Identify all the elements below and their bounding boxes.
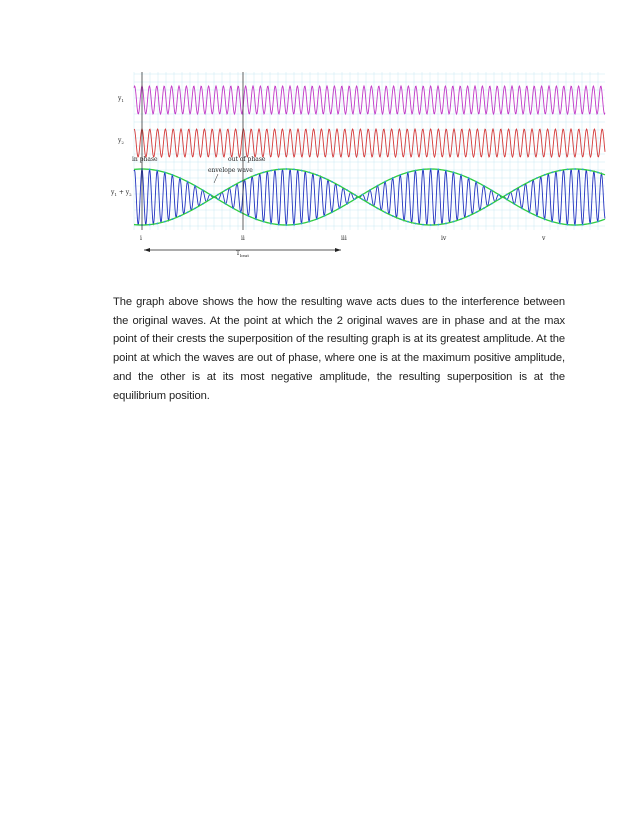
envelope-point [179, 177, 181, 179]
envelope-point [567, 168, 569, 170]
envelope-point [536, 215, 538, 217]
envelope-point [316, 174, 318, 176]
envelope-point [392, 215, 394, 217]
envelope-points [141, 168, 599, 226]
envelope-point [172, 218, 174, 220]
tick-label: iv [441, 235, 447, 242]
wave-y2-line [134, 129, 605, 157]
envelope-point [331, 181, 333, 183]
tick-label: i [140, 235, 142, 242]
tick-label: iii [341, 235, 347, 242]
envelope-point [293, 224, 295, 226]
envelope-point [438, 224, 440, 226]
envelope-point [384, 181, 386, 183]
envelope-point [438, 169, 440, 171]
envelope-point [286, 168, 288, 170]
y2-label: $y_2$ [118, 137, 124, 145]
envelope-point [293, 168, 295, 170]
envelope-point [156, 170, 158, 172]
envelope-point [217, 194, 219, 196]
envelope-point [308, 172, 310, 174]
envelope-point [263, 221, 265, 223]
beat-wave-figure [110, 70, 610, 268]
envelope-point [324, 177, 326, 179]
envelope-point [149, 168, 151, 170]
envelope-point [339, 207, 341, 209]
envelope-point [270, 170, 272, 172]
envelope-point [225, 203, 227, 205]
envelope-point [559, 223, 561, 225]
envelope-point [498, 194, 500, 196]
envelope-point [194, 185, 196, 187]
envelope-point [248, 177, 250, 179]
envelope-point [453, 221, 455, 223]
envelope-point [468, 215, 470, 217]
envelope-point [232, 185, 234, 187]
envelope-point [240, 211, 242, 213]
envelope-point [483, 207, 485, 209]
envelope-point [392, 177, 394, 179]
envelope-point [225, 189, 227, 191]
envelope-point [544, 174, 546, 176]
envelope-point [149, 224, 151, 226]
envelope-point [597, 172, 599, 174]
envelope-point [552, 221, 554, 223]
envelope-point [430, 168, 432, 170]
in-phase-annotation: in phase [132, 156, 158, 163]
envelope-point [567, 224, 569, 226]
envelope-point [301, 170, 303, 172]
envelope-point [255, 174, 257, 176]
envelope-point [210, 198, 212, 200]
envelope-point [164, 221, 166, 223]
wave-sum-line [134, 169, 605, 225]
envelope-point [232, 207, 234, 209]
sum-label: $y_1 + y_2$ [111, 189, 132, 197]
envelope-point [491, 189, 493, 191]
envelope-point [529, 181, 531, 183]
envelope-point [187, 211, 189, 213]
envelope-point [362, 194, 364, 196]
envelope-point [384, 212, 386, 214]
envelope-point [369, 203, 371, 205]
envelope-point [377, 185, 379, 187]
envelope-point [346, 189, 348, 191]
envelope-point [415, 223, 417, 225]
envelope-point [377, 207, 379, 209]
beat-period-label: $T_{beat}$ [236, 250, 249, 258]
arrow-head-left [144, 248, 150, 252]
envelope-bottom-line [134, 197, 605, 225]
tick-labels [140, 235, 546, 242]
envelope-point [278, 168, 280, 170]
envelope-point [415, 170, 417, 172]
out-of-phase-annotation: out of phase [228, 156, 266, 163]
envelope-point [521, 185, 523, 187]
tick-label: ii [241, 235, 245, 242]
envelope-point [316, 218, 318, 220]
envelope-point [156, 223, 158, 225]
envelope-point [445, 170, 447, 172]
envelope-point [582, 169, 584, 171]
envelope-point [476, 181, 478, 183]
envelope-point [369, 189, 371, 191]
envelope-point [498, 198, 500, 200]
envelope-point [255, 218, 257, 220]
envelope-point [445, 223, 447, 225]
envelope-point [278, 224, 280, 226]
envelope-point [529, 212, 531, 214]
envelope-point [263, 171, 265, 173]
envelope-point [574, 224, 576, 226]
envelope-point [210, 194, 212, 196]
envelope-point [521, 207, 523, 209]
envelope-point [597, 221, 599, 223]
envelope-point [339, 185, 341, 187]
envelope-point [286, 224, 288, 226]
envelope-point [422, 224, 424, 226]
envelope-point [400, 174, 402, 176]
envelope-point [430, 224, 432, 226]
envelope-point [460, 218, 462, 220]
envelope-point [514, 203, 516, 205]
envelope-point [248, 215, 250, 217]
envelope-point [331, 211, 333, 213]
envelope-point [270, 223, 272, 225]
envelope-point [491, 203, 493, 205]
envelope-point [217, 198, 219, 200]
envelope-point [194, 207, 196, 209]
envelope-point [506, 194, 508, 196]
envelope-point [506, 199, 508, 201]
envelope-point [354, 194, 356, 196]
envelope-point [202, 203, 204, 205]
envelope-point [240, 181, 242, 183]
envelope-point [590, 170, 592, 172]
envelope-point [574, 168, 576, 170]
y1-label: $y_1$ [118, 95, 124, 103]
envelope-point [301, 223, 303, 225]
envelope-annotation: envelope wave [208, 167, 253, 174]
envelope-point [308, 221, 310, 223]
envelope-point [172, 174, 174, 176]
arrow-head-right [335, 248, 341, 252]
envelope-point [407, 171, 409, 173]
envelope-point [514, 189, 516, 191]
envelope-point [202, 189, 204, 191]
envelope-point [544, 218, 546, 220]
envelope-point [179, 215, 181, 217]
envelope-point [187, 181, 189, 183]
envelope-point [582, 224, 584, 226]
envelope-point [552, 171, 554, 173]
envelope-point [407, 221, 409, 223]
envelope-point [422, 168, 424, 170]
envelope-point [354, 198, 356, 200]
tick-label: v [542, 235, 546, 242]
envelope-point [536, 177, 538, 179]
envelope-point [164, 171, 166, 173]
envelope-point [324, 215, 326, 217]
explanation-paragraph: The graph above shows the how the resulting wave acts dues to the interference between the original waves. At the point at which the 2 original waves are in phase and at the max point of their crests the superposition of the resulting graph is at its greatest amplitude. At the point at which the waves are out of phase, where one is at the maximum positive amplitude, and the other is at its most negative amplitude, the resulting superposition is at the equilibrium position. [113, 296, 565, 402]
envelope-pointer [214, 174, 218, 183]
envelope-point [400, 218, 402, 220]
envelope-point [483, 185, 485, 187]
envelope-point [590, 223, 592, 225]
envelope-point [468, 177, 470, 179]
envelope-point [476, 211, 478, 213]
envelope-point [362, 199, 364, 201]
envelope-point [453, 172, 455, 174]
envelope-point [346, 203, 348, 205]
envelope-point [559, 170, 561, 172]
envelope-point [460, 174, 462, 176]
